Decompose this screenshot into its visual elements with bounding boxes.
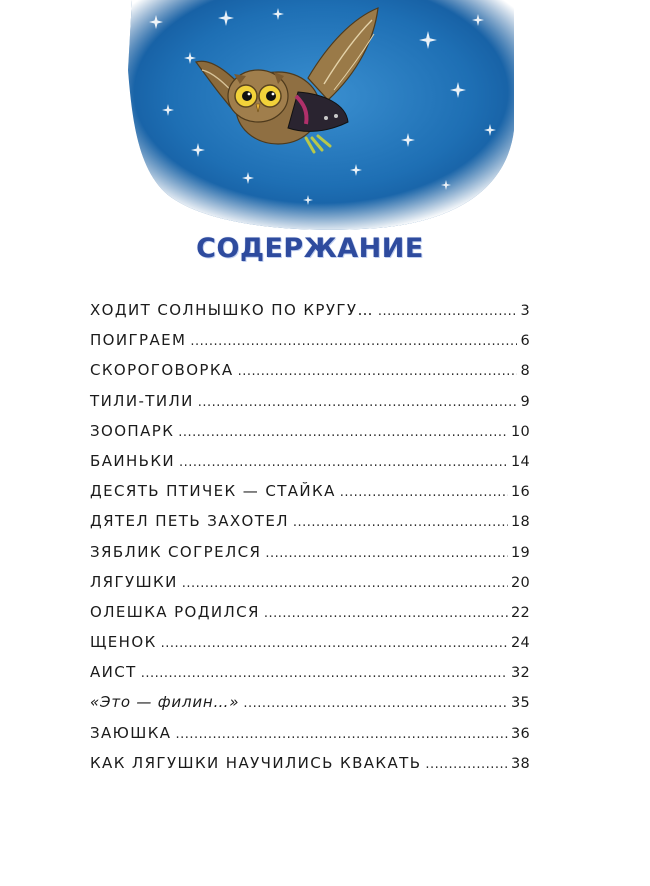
toc-entry-title: КАК ЛЯГУШКИ НАУЧИЛИСЬ КВАКАТЬ bbox=[90, 753, 422, 772]
page-title: СОДЕРЖАНИЕ bbox=[196, 233, 424, 264]
toc-entry-title: ХОДИТ СОЛНЫШКО ПО КРУГУ… bbox=[90, 301, 374, 319]
toc-entry-page-number: 24 bbox=[510, 635, 530, 652]
toc-leader-dots bbox=[141, 666, 508, 681]
toc-leader-dots bbox=[175, 727, 508, 742]
toc-entry-page-number: 14 bbox=[510, 453, 530, 470]
toc-leader-dots bbox=[265, 546, 508, 561]
toc-entry[interactable] bbox=[90, 543, 530, 573]
toc-entry[interactable] bbox=[90, 603, 530, 633]
toc-leader-dots bbox=[179, 455, 508, 470]
toc-entry[interactable] bbox=[90, 633, 530, 663]
toc-entry-page-number: 22 bbox=[510, 604, 530, 621]
toc-leader-dots bbox=[190, 334, 517, 349]
toc-entry-page-number: 36 bbox=[510, 725, 530, 742]
toc-entry-title: АИСТ bbox=[90, 663, 137, 682]
toc-entry[interactable] bbox=[90, 331, 530, 361]
toc-leader-dots bbox=[378, 304, 518, 319]
toc-entry-title: «Это — филин…» bbox=[90, 693, 240, 712]
toc-entry-page-number: 3 bbox=[520, 303, 530, 319]
toc-entry-title: СКОРОГОВОРКА bbox=[90, 361, 234, 380]
toc-leader-dots bbox=[293, 515, 508, 530]
toc-leader-dots bbox=[198, 395, 518, 410]
toc-entry[interactable] bbox=[90, 754, 530, 784]
toc-entry-page-number: 20 bbox=[510, 574, 530, 591]
toc-entry[interactable] bbox=[90, 422, 530, 452]
toc-leader-dots bbox=[182, 576, 508, 591]
toc-leader-dots bbox=[243, 696, 508, 711]
toc-leader-dots bbox=[161, 636, 508, 651]
owl-illustration bbox=[128, 0, 514, 232]
toc-entry-title: ЗЯБЛИК СОГРЕЛСЯ bbox=[90, 542, 262, 561]
toc-entry-page-number: 9 bbox=[520, 393, 530, 410]
toc-entry-page-number: 16 bbox=[510, 484, 530, 501]
toc-entry-page-number: 19 bbox=[510, 544, 530, 561]
toc-entry-title: ДЕСЯТЬ ПТИЧЕК — СТАЙКА bbox=[90, 482, 336, 501]
toc-entry-title: ОЛЕШКА РОДИЛСЯ bbox=[90, 602, 260, 621]
toc-entry[interactable] bbox=[90, 392, 530, 422]
toc-entry-page-number: 32 bbox=[510, 665, 530, 682]
toc-leader-dots bbox=[264, 606, 508, 621]
toc-entry-title: ЗАЮШКА bbox=[90, 723, 172, 742]
toc-leader-dots bbox=[340, 485, 508, 500]
toc-entry[interactable] bbox=[90, 361, 530, 391]
toc-entry-page-number: 8 bbox=[520, 363, 530, 380]
table-of-contents bbox=[90, 301, 530, 784]
toc-entry-title: ЗООПАРК bbox=[90, 421, 175, 440]
toc-entry-page-number: 38 bbox=[510, 755, 530, 772]
toc-entry-title: ЛЯГУШКИ bbox=[90, 572, 178, 591]
toc-entry-title: ЩЕНОК bbox=[90, 633, 157, 652]
toc-entry-title: ДЯТЕЛ ПЕТЬ ЗАХОТЕЛ bbox=[90, 512, 289, 531]
toc-leader-dots bbox=[238, 364, 518, 379]
toc-entry[interactable] bbox=[90, 693, 530, 723]
toc-entry[interactable] bbox=[90, 482, 530, 512]
toc-entry-page-number: 6 bbox=[520, 333, 530, 350]
toc-entry-page-number: 18 bbox=[510, 514, 530, 531]
toc-entry-page-number: 35 bbox=[510, 695, 530, 712]
toc-entry-title: БАИНЬКИ bbox=[90, 451, 176, 470]
toc-entry-title: ПОИГРАЕМ bbox=[90, 331, 187, 350]
toc-entry[interactable] bbox=[90, 724, 530, 754]
toc-entry-page-number: 10 bbox=[510, 423, 530, 440]
toc-entry[interactable] bbox=[90, 301, 530, 331]
toc-leader-dots bbox=[178, 425, 508, 440]
toc-leader-dots bbox=[425, 757, 508, 772]
toc-entry-title: ТИЛИ-ТИЛИ bbox=[90, 391, 194, 410]
toc-entry[interactable] bbox=[90, 663, 530, 693]
toc-entry[interactable] bbox=[90, 512, 530, 542]
toc-entry[interactable] bbox=[90, 573, 530, 603]
toc-entry[interactable] bbox=[90, 452, 530, 482]
